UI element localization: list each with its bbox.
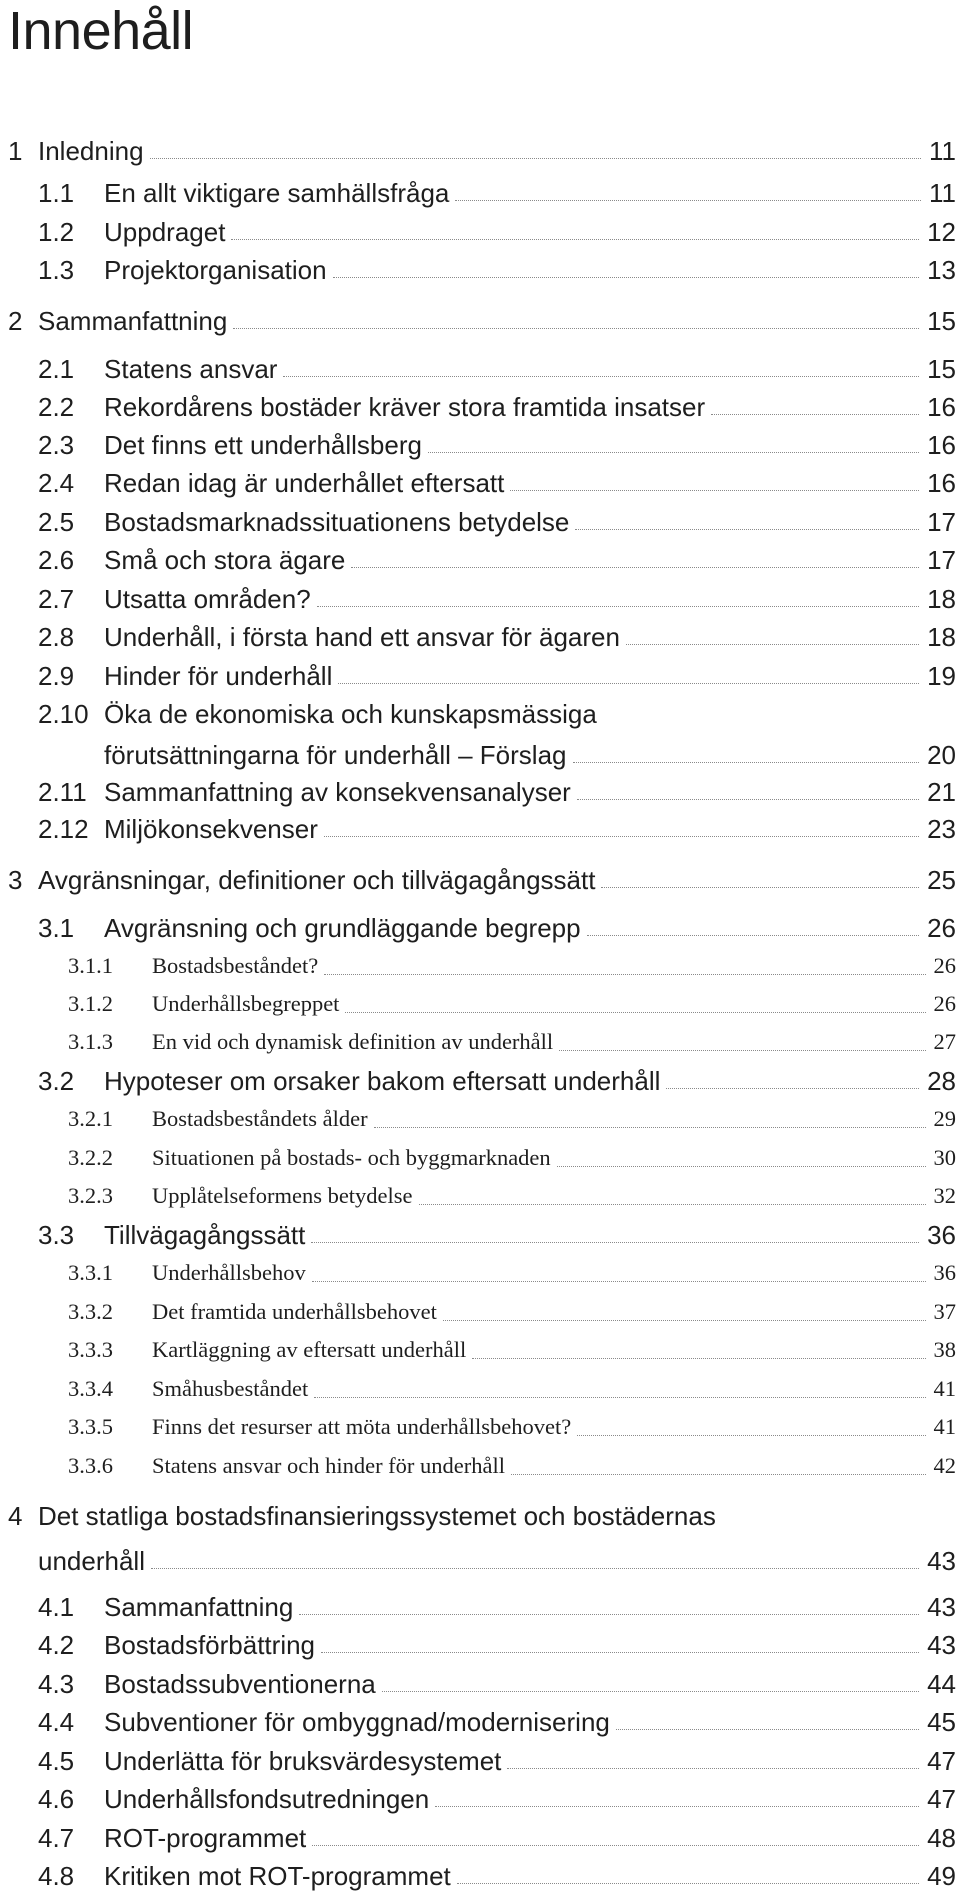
toc-entry-number: 1.2 (38, 217, 75, 247)
toc-entry-label: Utsatta områden? (104, 584, 311, 614)
toc-entry-page: 48 (927, 1823, 956, 1853)
toc-dot-leader (510, 490, 919, 491)
toc-dot-leader (345, 1012, 925, 1013)
toc-entry-page: 16 (927, 430, 956, 460)
toc-entry-label: Underhåll, i första hand ett ansvar för ägaren (104, 622, 620, 652)
toc-entry[interactable] (0, 809, 960, 845)
toc-entry[interactable] (0, 1625, 960, 1661)
toc-entry-page: 13 (927, 255, 956, 285)
toc-entry-page: 30 (933, 1145, 956, 1170)
toc-entry-page: 25 (927, 865, 956, 895)
toc-entry-page: 37 (933, 1299, 956, 1324)
toc-entry-number: 3.2.2 (68, 1145, 113, 1170)
toc-dot-leader (511, 1474, 925, 1475)
toc-entry-label: Hinder för underhåll (104, 661, 333, 691)
toc-entry-label: Underhållsbegreppet (152, 991, 340, 1016)
toc-entry-page: 44 (927, 1669, 956, 1699)
toc-entry[interactable] (0, 212, 960, 248)
toc-dot-leader (428, 452, 919, 453)
toc-entry-page: 16 (927, 392, 956, 422)
toc-entry-number: 3.1.2 (68, 991, 113, 1016)
toc-dot-leader (324, 974, 925, 975)
toc-entry[interactable] (0, 463, 960, 499)
toc-entry-label: Inledning (38, 136, 144, 166)
toc-entry-label: Det finns ett underhållsberg (104, 430, 422, 460)
toc-entry-page: 32 (933, 1183, 956, 1208)
toc-entry-page: 42 (933, 1453, 956, 1478)
toc-entry-number: 3.3.5 (68, 1414, 113, 1439)
toc-entry[interactable] (0, 1664, 960, 1700)
toc-entry-number: 4 (8, 1501, 23, 1531)
toc-entry-number: 4.3 (38, 1669, 75, 1699)
toc-entry-label: Bostadsmarknadssituationens betydelse (104, 507, 570, 537)
toc-entry-number: 3.3.4 (68, 1376, 113, 1401)
toc-dot-leader (283, 376, 919, 377)
toc-entry-label: Subventioner för ombyggnad/modernisering (104, 1707, 610, 1737)
toc-dot-leader (312, 1845, 919, 1846)
toc-dot-leader (321, 1652, 919, 1653)
toc-entry-label: Det framtida underhållsbehovet (152, 1299, 437, 1324)
toc-dot-leader (333, 277, 920, 278)
toc-dot-leader (587, 935, 920, 936)
toc-entry-number: 4.8 (38, 1861, 75, 1891)
toc-entry-page: 26 (933, 991, 956, 1016)
toc-entry-number: 2.2 (38, 392, 75, 422)
toc-dot-leader (577, 799, 919, 800)
toc-entry-page: 20 (927, 740, 956, 770)
toc-entry-label: Avgränsning och grundläggande begrepp (104, 913, 581, 943)
toc-entry-page: 28 (927, 1066, 956, 1096)
toc-entry-label: förutsättningarna för underhåll – Förslag (104, 740, 567, 770)
toc-entry-number: 4.7 (38, 1823, 75, 1853)
toc-entry-page: 16 (927, 468, 956, 498)
toc-entry[interactable] (0, 1856, 960, 1892)
toc-entry[interactable] (0, 1741, 960, 1777)
toc-entry-label: Det statliga bostadsfinansieringssystemet och bostädernas (38, 1501, 716, 1531)
toc-entry-number: 2.1 (38, 354, 75, 384)
toc-entry-label: Finns det resurser att möta underhållsbehovet? (152, 1414, 572, 1439)
toc-entry[interactable] (0, 301, 960, 337)
toc-entry[interactable] (0, 1407, 960, 1443)
toc-entry[interactable] (0, 540, 960, 576)
toc-dot-leader (351, 567, 919, 568)
toc-entry[interactable] (0, 1253, 960, 1289)
toc-entry-number: 4.5 (38, 1746, 75, 1776)
toc-entry-page: 12 (927, 217, 956, 247)
toc-entry-label: Underhållsbehov (152, 1260, 306, 1285)
toc-dot-leader (231, 239, 919, 240)
toc-entry-label: Upplåtelseformens betydelse (152, 1183, 413, 1208)
toc-entry[interactable] (0, 735, 960, 771)
toc-entry[interactable] (0, 502, 960, 538)
toc-dot-leader (573, 762, 920, 763)
toc-dot-leader (559, 1050, 925, 1051)
toc-entry-label: Öka de ekonomiska och kunskapsmässiga (104, 699, 597, 729)
toc-entry-page: 19 (927, 661, 956, 691)
toc-dot-leader (317, 606, 919, 607)
toc-entry-label: Kartläggning av eftersatt underhåll (152, 1337, 467, 1362)
toc-entry[interactable] (0, 131, 960, 167)
toc-entry-number: 4.4 (38, 1707, 75, 1737)
toc-entry-number: 2.9 (38, 661, 75, 691)
toc-entry-number: 3.2.1 (68, 1106, 113, 1131)
toc-entry-page: 23 (927, 814, 956, 844)
toc-entry-page: 36 (933, 1260, 956, 1285)
page-title: Innehåll (8, 1, 194, 61)
toc-entry-page: 47 (927, 1746, 956, 1776)
toc-dot-leader (311, 1242, 919, 1243)
toc-entry-number: 2.11 (38, 777, 87, 807)
toc-entry-page: 26 (933, 953, 956, 978)
toc-entry[interactable] (0, 1330, 960, 1366)
toc-entry-page: 29 (933, 1106, 956, 1131)
toc-entry-label: Redan idag är underhållet eftersatt (104, 468, 505, 498)
toc-entry[interactable] (0, 1446, 960, 1482)
toc-entry-label: Underhållsfondsutredningen (104, 1784, 430, 1814)
toc-entry[interactable] (0, 1176, 960, 1212)
toc-entry-label: Rekordårens bostäder kräver stora framtida insatser (104, 392, 706, 422)
toc-dot-leader (626, 644, 919, 645)
toc-entry-label: Bostadssubventionerna (104, 1669, 376, 1699)
toc-entry[interactable] (0, 1779, 960, 1815)
toc-entry-number: 3.3.1 (68, 1260, 113, 1285)
toc-entry[interactable] (0, 1138, 960, 1174)
toc-entry-page: 17 (927, 507, 956, 537)
toc-entry[interactable] (0, 1818, 960, 1854)
toc-entry[interactable] (0, 425, 960, 461)
toc-entry-number: 3.1.1 (68, 953, 113, 978)
toc-dot-leader (374, 1127, 926, 1128)
toc-dot-leader (314, 1397, 925, 1398)
toc-entry-page: 21 (927, 777, 956, 807)
toc-entry[interactable] (0, 656, 960, 692)
toc-entry-label: Statens ansvar och hinder för underhåll (152, 1453, 506, 1478)
toc-entry-number: 4.6 (38, 1784, 75, 1814)
toc-dot-leader (324, 836, 919, 837)
toc-entry-number: 3.2 (38, 1066, 75, 1096)
toc-entry-label: Situationen på bostads- och byggmarknaden (152, 1145, 551, 1170)
toc-entry-number: 2.4 (38, 468, 75, 498)
toc-entry-page: 17 (927, 545, 956, 575)
toc-entry-number: 3.3.2 (68, 1299, 113, 1324)
toc-entry[interactable] (0, 1099, 960, 1135)
toc-dot-leader (150, 158, 921, 159)
toc-entry-label: Avgränsningar, definitioner och tillvägagångssätt (38, 865, 596, 895)
toc-entry-label: En vid och dynamisk definition av underhåll (152, 1029, 554, 1054)
toc-entry-number: 3.3 (38, 1220, 75, 1250)
toc-entry[interactable] (0, 250, 960, 286)
toc-dot-leader (507, 1768, 919, 1769)
toc-entry-label: En allt viktigare samhällsfråga (104, 178, 450, 208)
toc-entry[interactable] (0, 946, 960, 982)
toc-entry-label: Sammanfattning (104, 1592, 294, 1622)
toc-entry-page: 38 (933, 1337, 956, 1362)
toc-entry-number: 3.2.3 (68, 1183, 113, 1208)
toc-dot-leader (233, 328, 919, 329)
toc-entry-page: 41 (933, 1414, 956, 1439)
toc-entry-number: 1.3 (38, 255, 75, 285)
toc-entry-page: 11 (929, 178, 956, 208)
toc-entry-page: 47 (927, 1784, 956, 1814)
toc-entry-number: 4.1 (38, 1592, 75, 1622)
toc-entry-label: Kritiken mot ROT-programmet (104, 1861, 451, 1891)
toc-entry[interactable] (0, 1587, 960, 1623)
toc-entry[interactable] (0, 173, 960, 209)
toc-dot-leader (601, 887, 919, 888)
toc-entry-page: 11 (929, 136, 956, 166)
toc-entry-page: 36 (927, 1220, 956, 1250)
toc-entry-number: 2.5 (38, 507, 75, 537)
toc-dot-leader (455, 200, 921, 201)
toc-entry-number: 2.12 (38, 814, 89, 844)
toc-entry-label: Småhusbeståndet (152, 1376, 309, 1401)
toc-dot-leader (616, 1729, 919, 1730)
toc-entry-label: Bostadsbeståndets ålder (152, 1106, 368, 1131)
toc-entry-label: Underlätta för bruksvärdesystemet (104, 1746, 502, 1776)
toc-entry-number: 2.10 (38, 699, 89, 729)
toc-dot-leader (151, 1568, 919, 1569)
toc-entry-label: Tillvägagångssätt (104, 1220, 306, 1250)
toc-entry-number: 3.3.3 (68, 1337, 113, 1362)
toc-entry-page: 26 (927, 913, 956, 943)
toc-dot-leader (338, 683, 919, 684)
toc-entry-page: 27 (933, 1029, 956, 1054)
toc-entry-number: 3.1.3 (68, 1029, 113, 1054)
toc-entry[interactable] (0, 1061, 960, 1097)
toc-entry-number: 1 (8, 136, 23, 166)
toc-entry-number: 3 (8, 865, 23, 895)
toc-dot-leader (312, 1281, 926, 1282)
toc-entry-label: Projektorganisation (104, 255, 327, 285)
toc-entry-page: 15 (927, 306, 956, 336)
toc-entry-label: Statens ansvar (104, 354, 278, 384)
toc-entry-number: 2.7 (38, 584, 75, 614)
toc-entry[interactable] (0, 1292, 960, 1328)
toc-entry-label: Sammanfattning av konsekvensanalyser (104, 777, 571, 807)
toc-dot-leader (577, 1435, 925, 1436)
toc-entry-label: Sammanfattning (38, 306, 228, 336)
toc-entry[interactable] (0, 694, 960, 730)
toc-dot-leader (557, 1166, 926, 1167)
toc-entry[interactable] (0, 1022, 960, 1058)
toc-dot-leader (382, 1691, 919, 1692)
toc-entry[interactable] (0, 349, 960, 385)
toc-dot-leader (666, 1088, 919, 1089)
toc-entry-page: 18 (927, 622, 956, 652)
toc-entry-page: 45 (927, 1707, 956, 1737)
toc-entry[interactable] (0, 1215, 960, 1251)
toc-entry-label: Bostadsförbättring (104, 1630, 316, 1660)
toc-entry-label: Uppdraget (104, 217, 226, 247)
toc-entry-number: 2.8 (38, 622, 75, 652)
toc-entry[interactable] (0, 1369, 960, 1405)
toc-entry[interactable] (0, 860, 960, 896)
toc-entry-label: ROT-programmet (104, 1823, 307, 1853)
toc-entry[interactable] (0, 1496, 960, 1532)
toc-dot-leader (419, 1204, 926, 1205)
toc-entry-page: 18 (927, 584, 956, 614)
toc-entry-page: 43 (927, 1630, 956, 1660)
toc-dot-leader (299, 1614, 919, 1615)
toc-entry[interactable] (0, 579, 960, 615)
toc-entry-number: 3.1 (38, 913, 75, 943)
toc-entry-label: Miljökonsekvenser (104, 814, 318, 844)
toc-entry-page: 41 (933, 1376, 956, 1401)
toc-dot-leader (575, 529, 919, 530)
toc-entry-page: 43 (927, 1546, 956, 1576)
toc-entry[interactable] (0, 387, 960, 423)
toc-entry-number: 2.6 (38, 545, 75, 575)
toc-dot-leader (711, 414, 919, 415)
toc-entry-label: Hypoteser om orsaker bakom eftersatt underhåll (104, 1066, 661, 1096)
toc-entry[interactable] (0, 617, 960, 653)
toc-entry-page: 15 (927, 354, 956, 384)
toc-entry[interactable] (0, 772, 960, 808)
toc-dot-leader (443, 1320, 926, 1321)
toc-entry[interactable] (0, 984, 960, 1020)
toc-entry-number: 2 (8, 306, 23, 336)
toc-entry-page: 43 (927, 1592, 956, 1622)
toc-dot-leader (435, 1806, 919, 1807)
toc-entry-page: 49 (927, 1861, 956, 1891)
toc-entry-number: 2.3 (38, 430, 75, 460)
toc-entry-label: Bostadsbeståndet? (152, 953, 319, 978)
toc-entry-number: 1.1 (38, 178, 75, 208)
toc-entry[interactable] (0, 1541, 960, 1577)
toc-entry[interactable] (0, 1702, 960, 1738)
toc-entry[interactable] (0, 908, 960, 944)
toc-entry-label: underhåll (38, 1546, 145, 1576)
toc-dot-leader (472, 1358, 925, 1359)
toc-entry-label: Små och stora ägare (104, 545, 346, 575)
toc-dot-leader (457, 1883, 919, 1884)
toc-entry-number: 4.2 (38, 1630, 75, 1660)
toc-entry-number: 3.3.6 (68, 1453, 113, 1478)
